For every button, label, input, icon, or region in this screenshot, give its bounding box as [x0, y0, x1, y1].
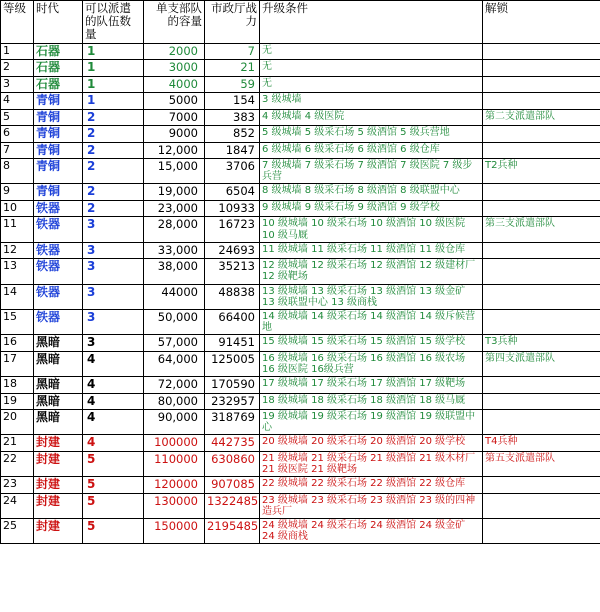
cell-power: 35213: [205, 259, 260, 284]
header-squads: 可以派遣的队伍数量: [83, 1, 144, 44]
cell-era: 青铜: [34, 109, 83, 125]
cell-level: 17: [1, 351, 34, 376]
cell-squads: 3: [83, 242, 144, 258]
cell-era: 黑暗: [34, 393, 83, 409]
cell-power: 48838: [205, 284, 260, 309]
cell-level: 12: [1, 242, 34, 258]
table-row: [1, 518, 600, 543]
cell-era: 铁器: [34, 309, 83, 334]
cell-power: 6504: [205, 184, 260, 200]
cell-level: 24: [1, 493, 34, 518]
cell-level: 2: [1, 60, 34, 76]
cell-requirements: 13 级城墙 13 级采石场 13 级酒馆 13 级金矿 13 级联盟中心 13 级商栈: [260, 284, 483, 309]
cell-unlock: [483, 377, 600, 393]
cell-squads: 2: [83, 200, 144, 216]
table-row: [1, 242, 600, 258]
cell-squads: 4: [83, 393, 144, 409]
cell-requirements: 3 级城墙: [260, 93, 483, 109]
cell-level: 6: [1, 126, 34, 142]
cell-era: 铁器: [34, 284, 83, 309]
cell-unlock: [483, 60, 600, 76]
cell-squads: 5: [83, 477, 144, 493]
cell-unlock: 第四支派遣部队: [483, 351, 600, 376]
cell-level: 10: [1, 200, 34, 216]
cell-requirements: 17 级城墙 17 级采石场 17 级酒馆 17 级靶场: [260, 377, 483, 393]
cell-requirements: 24 级城墙 24 级采石场 24 级酒馆 24 级金矿 24 级商栈: [260, 518, 483, 543]
cell-capacity: 44000: [144, 284, 205, 309]
cell-power: 630860: [205, 451, 260, 476]
cell-era: 黑暗: [34, 377, 83, 393]
table-row: [1, 126, 600, 142]
table-row: [1, 477, 600, 493]
table-row: [1, 76, 600, 92]
cell-era: 封建: [34, 451, 83, 476]
cell-power: 852: [205, 126, 260, 142]
cell-capacity: 130000: [144, 493, 205, 518]
header-era: 时代: [34, 1, 83, 44]
table-row: [1, 259, 600, 284]
cell-capacity: 110000: [144, 451, 205, 476]
cell-unlock: [483, 126, 600, 142]
cell-era: 青铜: [34, 142, 83, 158]
cell-level: 14: [1, 284, 34, 309]
cell-capacity: 150000: [144, 518, 205, 543]
cell-requirements: 10 级城墙 10 级采石场 10 级酒馆 10 级医院 10 级马厩: [260, 217, 483, 242]
table-row: [1, 435, 600, 451]
cell-era: 铁器: [34, 242, 83, 258]
cell-level: 9: [1, 184, 34, 200]
cell-capacity: 57,000: [144, 335, 205, 351]
cell-squads: 3: [83, 217, 144, 242]
cell-squads: 1: [83, 76, 144, 92]
cell-requirements: 22 级城墙 22 级采石场 22 级酒馆 22 级仓库: [260, 477, 483, 493]
table-row: [1, 60, 600, 76]
cell-power: 318769: [205, 409, 260, 434]
cell-level: 4: [1, 93, 34, 109]
cell-squads: 3: [83, 335, 144, 351]
table-row: [1, 409, 600, 434]
cell-era: 青铜: [34, 184, 83, 200]
cell-capacity: 120000: [144, 477, 205, 493]
cell-level: 15: [1, 309, 34, 334]
cell-level: 8: [1, 159, 34, 184]
cell-unlock: [483, 393, 600, 409]
table-row: [1, 109, 600, 125]
cell-requirements: 18 级城墙 18 级采石场 18 级酒馆 18 级马厩: [260, 393, 483, 409]
table-row: [1, 44, 600, 60]
cell-squads: 1: [83, 93, 144, 109]
cell-requirements: 7 级城墙 7 级采石场 7 级酒馆 7 级医院 7 级步兵营: [260, 159, 483, 184]
cell-power: 1322485: [205, 493, 260, 518]
header-level: 等级: [1, 1, 34, 44]
header-requirements: 升级条件: [260, 1, 483, 44]
cell-requirements: 16 级城墙 16 级采石场 16 级酒馆 16 级农场 16 级医院 16级兵营: [260, 351, 483, 376]
table-row: [1, 142, 600, 158]
cell-squads: 4: [83, 377, 144, 393]
cell-unlock: 第三支派遣部队: [483, 217, 600, 242]
cell-unlock: [483, 242, 600, 258]
cell-level: 1: [1, 44, 34, 60]
cell-power: 170590: [205, 377, 260, 393]
cell-capacity: 80,000: [144, 393, 205, 409]
table-row: [1, 184, 600, 200]
cell-squads: 4: [83, 435, 144, 451]
table-row: [1, 351, 600, 376]
cell-level: 5: [1, 109, 34, 125]
cell-squads: 2: [83, 159, 144, 184]
header-power: 市政厅战力: [205, 1, 260, 44]
cell-power: 154: [205, 93, 260, 109]
cell-unlock: [483, 477, 600, 493]
cell-capacity: 23,000: [144, 200, 205, 216]
cell-power: 16723: [205, 217, 260, 242]
cell-requirements: 11 级城墙 11 级采石场 11 级酒馆 11 级仓库: [260, 242, 483, 258]
cell-era: 青铜: [34, 126, 83, 142]
cell-era: 青铜: [34, 159, 83, 184]
cell-era: 石器: [34, 76, 83, 92]
cell-era: 铁器: [34, 217, 83, 242]
cell-power: 59: [205, 76, 260, 92]
cell-unlock: [483, 284, 600, 309]
cell-era: 青铜: [34, 93, 83, 109]
cell-power: 21: [205, 60, 260, 76]
cell-power: 10933: [205, 200, 260, 216]
cell-level: 25: [1, 518, 34, 543]
cell-squads: 3: [83, 309, 144, 334]
cell-capacity: 100000: [144, 435, 205, 451]
cell-squads: 2: [83, 109, 144, 125]
cell-era: 黑暗: [34, 351, 83, 376]
cell-capacity: 33,000: [144, 242, 205, 258]
cell-capacity: 28,000: [144, 217, 205, 242]
table-row: [1, 493, 600, 518]
cell-era: 铁器: [34, 259, 83, 284]
cell-power: 125005: [205, 351, 260, 376]
cell-squads: 5: [83, 493, 144, 518]
cell-power: 24693: [205, 242, 260, 258]
cell-squads: 2: [83, 184, 144, 200]
cell-capacity: 64,000: [144, 351, 205, 376]
cell-unlock: 第五支派遣部队: [483, 451, 600, 476]
table-row: [1, 284, 600, 309]
header-unlock: 解锁: [483, 1, 600, 44]
cell-capacity: 2000: [144, 44, 205, 60]
table-row: [1, 393, 600, 409]
cell-unlock: [483, 409, 600, 434]
cell-squads: 5: [83, 451, 144, 476]
cell-level: 18: [1, 377, 34, 393]
cell-unlock: [483, 259, 600, 284]
cell-unlock: T3兵种: [483, 335, 600, 351]
table-row: [1, 451, 600, 476]
table-row: [1, 93, 600, 109]
cell-level: 7: [1, 142, 34, 158]
cell-squads: 3: [83, 259, 144, 284]
cell-level: 11: [1, 217, 34, 242]
cell-level: 23: [1, 477, 34, 493]
cell-level: 19: [1, 393, 34, 409]
cell-unlock: [483, 93, 600, 109]
cell-power: 2195485: [205, 518, 260, 543]
cell-level: 22: [1, 451, 34, 476]
cell-requirements: 4 级城墙 4 级医院: [260, 109, 483, 125]
cell-squads: 2: [83, 142, 144, 158]
cell-capacity: 15,000: [144, 159, 205, 184]
cell-squads: 3: [83, 284, 144, 309]
cell-requirements: 15 级城墙 15 级采石场 15 级酒馆 15 级学校: [260, 335, 483, 351]
cell-unlock: [483, 142, 600, 158]
table-row: [1, 159, 600, 184]
cell-power: 383: [205, 109, 260, 125]
cell-unlock: [483, 200, 600, 216]
cell-power: 232957: [205, 393, 260, 409]
cell-requirements: 无: [260, 60, 483, 76]
cell-squads: 4: [83, 351, 144, 376]
cell-requirements: 23 级城墙 23 级采石场 23 级酒馆 23 级的四神造兵厂: [260, 493, 483, 518]
cell-capacity: 38,000: [144, 259, 205, 284]
cell-capacity: 4000: [144, 76, 205, 92]
cell-capacity: 50,000: [144, 309, 205, 334]
cell-requirements: 14 级城墙 14 级采石场 14 级酒馆 14 级斥候营地: [260, 309, 483, 334]
cell-era: 铁器: [34, 200, 83, 216]
cell-squads: 2: [83, 126, 144, 142]
cell-unlock: [483, 184, 600, 200]
cell-power: 1847: [205, 142, 260, 158]
cell-requirements: 6 级城墙 6 级采石场 6 级酒馆 6 级仓库: [260, 142, 483, 158]
cell-era: 石器: [34, 44, 83, 60]
cell-unlock: [483, 76, 600, 92]
cell-requirements: 无: [260, 44, 483, 60]
table-row: [1, 377, 600, 393]
cell-level: 21: [1, 435, 34, 451]
cell-requirements: 19 级城墙 19 级采石场 19 级酒馆 19 级联盟中心: [260, 409, 483, 434]
cell-requirements: 9 级城墙 9 级采石场 9 级酒馆 9 级学校: [260, 200, 483, 216]
header-capacity: 单支部队的容量: [144, 1, 205, 44]
table-row: [1, 335, 600, 351]
cell-squads: 1: [83, 60, 144, 76]
cell-requirements: 12 级城墙 12 级采石场 12 级酒馆 12 级建材厂 12 级靶场: [260, 259, 483, 284]
cell-capacity: 5000: [144, 93, 205, 109]
cell-requirements: 5 级城墙 5 级采石场 5 级酒馆 5 级兵营地: [260, 126, 483, 142]
cell-power: 907085: [205, 477, 260, 493]
cell-squads: 5: [83, 518, 144, 543]
table-row: [1, 309, 600, 334]
cell-power: 3706: [205, 159, 260, 184]
cell-unlock: T2兵种: [483, 159, 600, 184]
cell-era: 封建: [34, 477, 83, 493]
cell-level: 16: [1, 335, 34, 351]
cell-unlock: [483, 493, 600, 518]
cell-capacity: 3000: [144, 60, 205, 76]
cell-era: 黑暗: [34, 335, 83, 351]
cell-era: 封建: [34, 518, 83, 543]
table-body: [1, 44, 600, 544]
table-row: [1, 217, 600, 242]
cell-era: 封建: [34, 493, 83, 518]
cell-unlock: 第二支派遣部队: [483, 109, 600, 125]
cell-power: 91451: [205, 335, 260, 351]
cell-capacity: 9000: [144, 126, 205, 142]
table-header-row: [1, 1, 600, 44]
cell-squads: 4: [83, 409, 144, 434]
cell-power: 66400: [205, 309, 260, 334]
cell-unlock: [483, 309, 600, 334]
cell-requirements: 20 级城墙 20 级采石场 20 级酒馆 20 级学校: [260, 435, 483, 451]
cell-level: 3: [1, 76, 34, 92]
cell-power: 442735: [205, 435, 260, 451]
cell-era: 黑暗: [34, 409, 83, 434]
cell-requirements: 8 级城墙 8 级采石场 8 级酒馆 8 级联盟中心: [260, 184, 483, 200]
cell-era: 石器: [34, 60, 83, 76]
cell-requirements: 无: [260, 76, 483, 92]
cell-level: 20: [1, 409, 34, 434]
cell-capacity: 90,000: [144, 409, 205, 434]
table-row: [1, 200, 600, 216]
cell-era: 封建: [34, 435, 83, 451]
cell-capacity: 19,000: [144, 184, 205, 200]
cell-capacity: 7000: [144, 109, 205, 125]
cell-level: 13: [1, 259, 34, 284]
cell-squads: 1: [83, 44, 144, 60]
cell-capacity: 12,000: [144, 142, 205, 158]
cell-capacity: 72,000: [144, 377, 205, 393]
cell-requirements: 21 级城墙 21 级采石场 21 级酒馆 21 级木材厂 21 级医院 21 级靶场: [260, 451, 483, 476]
cell-unlock: [483, 44, 600, 60]
cell-unlock: T4兵种: [483, 435, 600, 451]
cell-power: 7: [205, 44, 260, 60]
cell-unlock: [483, 518, 600, 543]
